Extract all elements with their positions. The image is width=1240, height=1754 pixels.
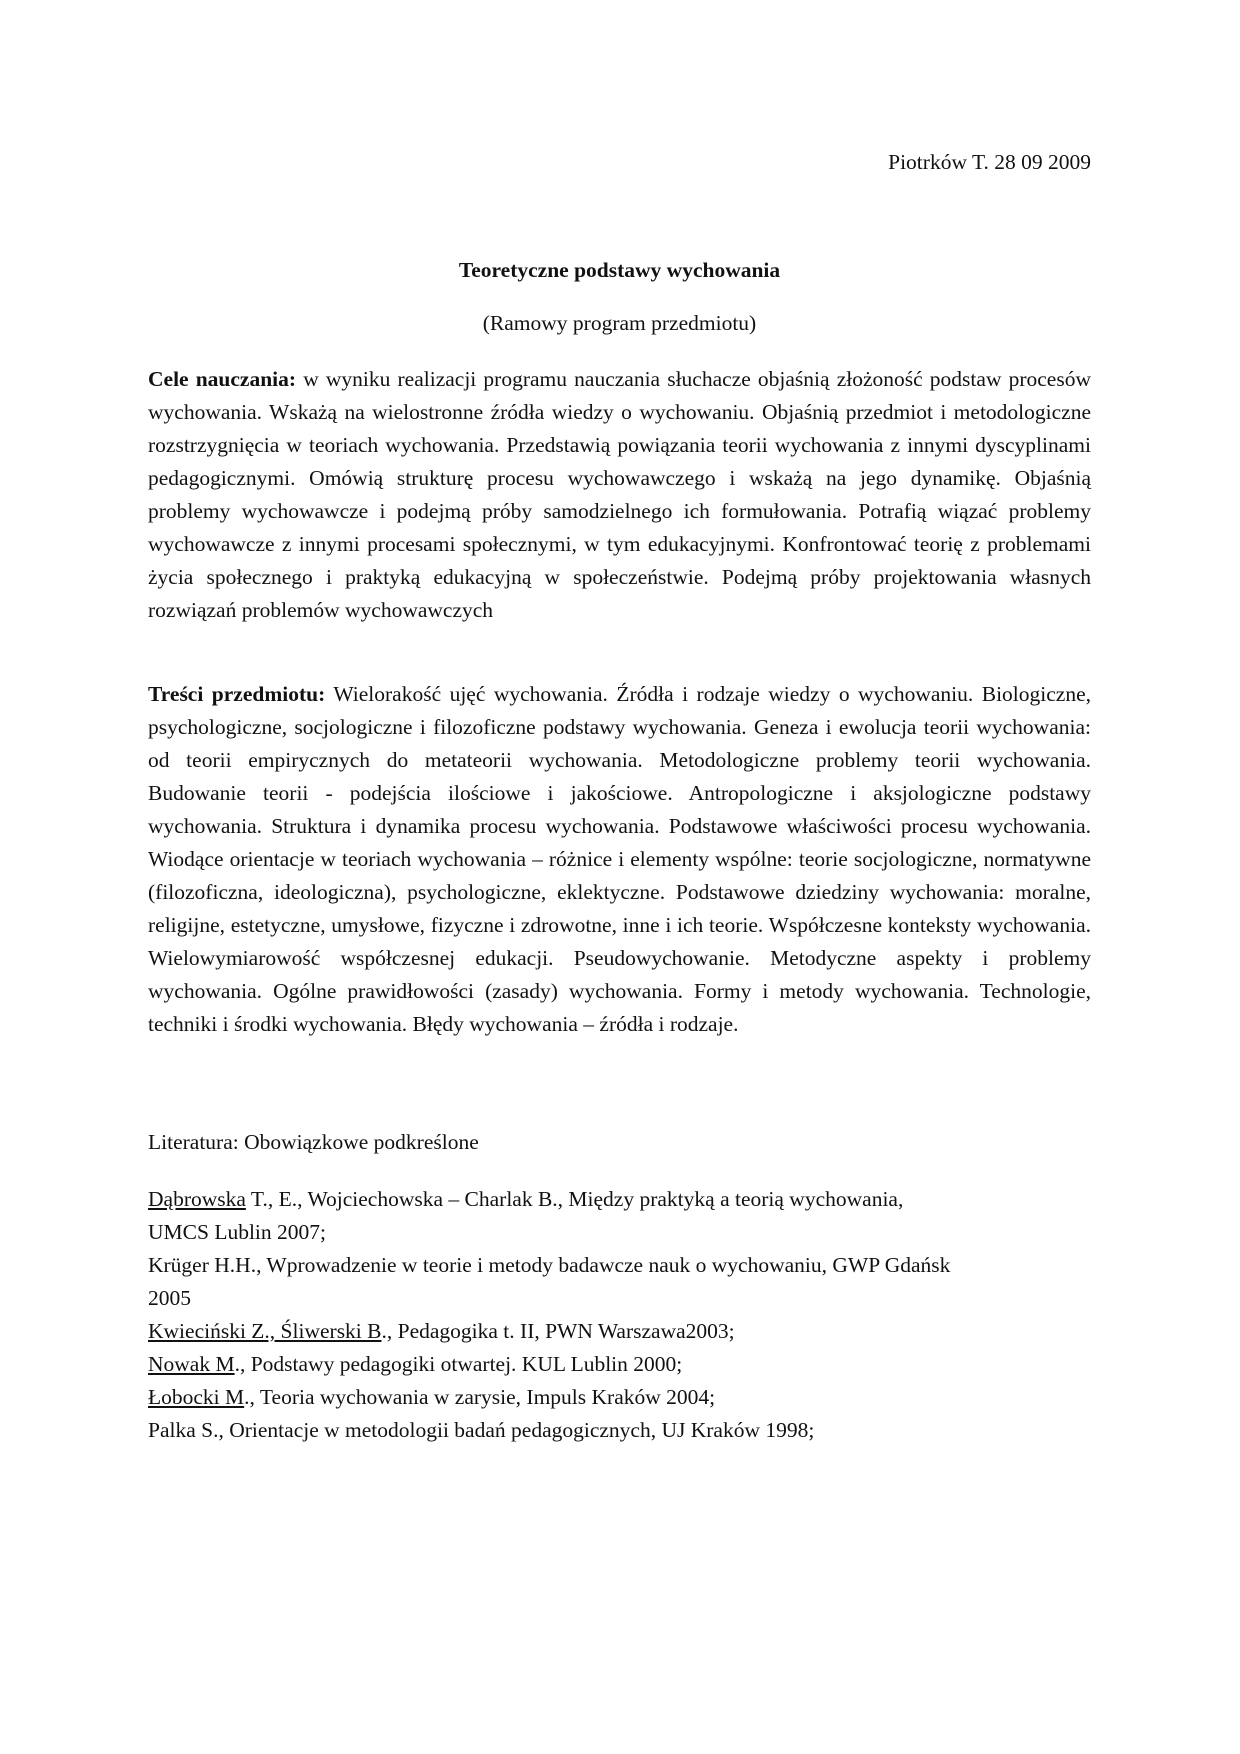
references-list — [148, 1183, 1091, 1447]
contents-text: Wielorakość ujęć wychowania. Źródła i rodzaje wiedzy o wychowaniu. Biologiczne, psychologiczne, socjologiczne i filozoficzne podstawy wychowania. Geneza i ewolucja teorii wychowania: od teorii empirycznych do metateorii wychowania. Metodologiczne problemy teorii wychowania. Budowanie teorii - podejścia ilościowe i jakościowe. Antropologiczne i aksjologiczne podstawy wychowania. Struktura i dynamika procesu wychowania. Podstawowe właściwości procesu wychowania. Wiodące orientacje w teoriach wychowania – różnice i elementy wspólne: teorie socjologiczne, normatywne (filozoficzna, ideologiczna), psychologiczne, eklektyczne. Podstawowe dziedziny wychowania: moralne, religijne, estetyczne, umysłowe, fizyczne i zdrowotne, inne i ich teorie. Współczesne konteksty wychowania. Wielowymiarowość współczesnej edukacji. Pseudowychowanie. Metodyczne aspekty i problemy wychowania. Ogólne prawidłowości (zasady) wychowania. Formy i metody wychowania. Technologie, techniki i środki wychowania. Błędy wychowania – źródła i rodzaje. — [148, 682, 1091, 1036]
reference-author: Dąbrowska — [148, 1187, 246, 1211]
reference-author: Łobocki M — [148, 1385, 245, 1409]
reference-item — [148, 1414, 1091, 1447]
reference-item — [148, 1315, 1091, 1348]
contents-paragraph — [148, 678, 1091, 1041]
reference-text: ., Pedagogika t. II, PWN Warszawa2003; — [381, 1319, 735, 1343]
goals-label: Cele nauczania: — [148, 367, 297, 391]
reference-text: T., E., Wojciechowska – Charlak B., Między praktyką a teorią wychowania, — [245, 1187, 904, 1211]
date-line: Piotrków T. 28 09 2009 — [888, 150, 1091, 174]
goals-paragraph — [148, 363, 1091, 627]
goals-text: w wyniku realizacji programu nauczania słuchacze objaśnią złożoność podstaw procesów wychowania. Wskażą na wielostronne źródła wiedzy o wychowaniu. Objaśnią przedmiot i metodologiczne rozstrzygnięcia w teoriach wychowania. Przedstawią powiązania teorii wychowania z innymi dyscyplinami pedagogicznymi. Omówią strukturę procesu wychowawczego i wskażą na jego dynamikę. Objaśnią problemy wychowawcze i podejmą próby samodzielnego ich formułowania. Potrafią wiązać problemy wychowawcze z innymi procesami społecznymi, w tym edukacyjnymi. Konfrontować teorię z problemami życia społecznego i praktyką edukacyjną w społeczeństwie. Podejmą próby projektowania własnych rozwiązań problemów wychowawczych — [148, 367, 1091, 622]
document-title: Teoretyczne podstawy wychowania — [458, 258, 781, 282]
reference-text: ., Podstawy pedagogiki otwartej. KUL Lublin 2000; — [234, 1352, 683, 1376]
reference-item — [148, 1348, 1091, 1381]
reference-item — [148, 1183, 1091, 1216]
contents-label: Treści przedmiotu: — [148, 682, 326, 706]
reference-text: Palka S., Orientacje w metodologii badań pedagogicznych, UJ Kraków 1998; — [148, 1418, 815, 1442]
reference-author: Kwieciński Z., Śliwerski B — [148, 1319, 382, 1343]
literature-heading: Literatura: Obowiązkowe podkreślone — [148, 1130, 479, 1154]
reference-item — [148, 1381, 1091, 1414]
reference-author: Nowak M — [148, 1352, 235, 1376]
reference-text: ., Teoria wychowania w zarysie, Impuls Kraków 2004; — [244, 1385, 716, 1409]
reference-item — [148, 1249, 1091, 1282]
reference-continuation: UMCS Lublin 2007; — [148, 1220, 326, 1244]
document-subtitle: (Ramowy program przedmiotu) — [482, 311, 757, 335]
reference-text: Krüger H.H., Wprowadzenie w teorie i metody badawcze nauk o wychowaniu, GWP Gdańsk — [148, 1253, 951, 1277]
reference-continuation: 2005 — [148, 1286, 191, 1310]
